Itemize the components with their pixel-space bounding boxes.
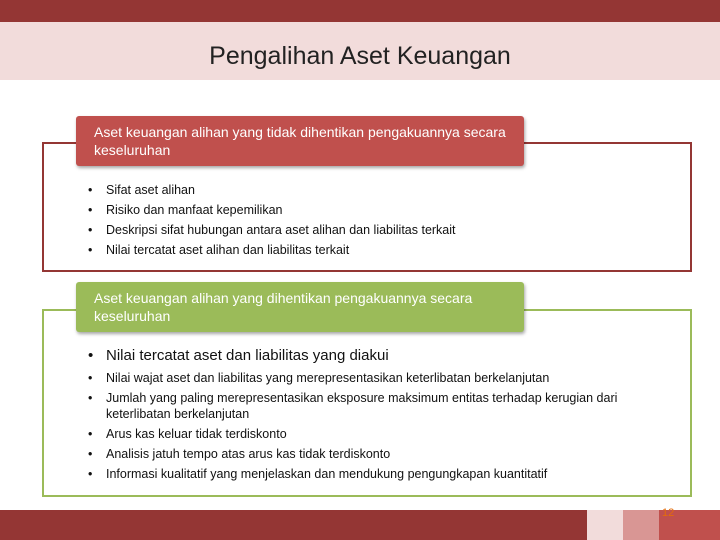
list-item: • Arus kas keluar tidak terdiskonto <box>86 426 646 442</box>
list-item: • Sifat aset alihan <box>86 180 646 200</box>
list-item: • Deskripsi sifat hubungan antara aset alihan dan liabilitas terkait <box>86 220 646 240</box>
page-number: 12 <box>662 507 675 519</box>
list-item-lead: • Nilai tercatat aset dan liabilitas yang diakui <box>86 346 646 366</box>
list-item: • Analisis jatuh tempo atas arus kas tidak terdiskonto <box>86 446 646 462</box>
list-item: • Informasi kualitatif yang menjelaskan dan mendukung pengungkapan kuantitatif <box>86 466 646 482</box>
section2-lead-list <box>86 346 646 366</box>
section2-list <box>86 370 646 486</box>
section1-heading: Aset keuangan alihan yang tidak dihentikan pengakuannya secara keseluruhan <box>76 116 524 166</box>
bottom-decor-square <box>623 510 659 540</box>
section1-list <box>86 180 646 260</box>
section2-heading: Aset keuangan alihan yang dihentikan pengakuannya secara keseluruhan <box>76 282 524 332</box>
top-decor-bar <box>0 0 720 22</box>
list-item: • Risiko dan manfaat kepemilikan <box>86 200 646 220</box>
list-item: • Nilai tercatat aset alihan dan liabilitas terkait <box>86 240 646 260</box>
page-title: Pengalihan Aset Keuangan <box>209 42 511 70</box>
bottom-decor-square <box>587 510 623 540</box>
list-item: • Jumlah yang paling merepresentasikan eksposure maksimum entitas terhadap kerugian dari keterlibatan berkelanjutan <box>86 390 646 422</box>
list-item: • Nilai wajat aset dan liabilitas yang merepresentasikan keterlibatan berkelanjutan <box>86 370 646 386</box>
